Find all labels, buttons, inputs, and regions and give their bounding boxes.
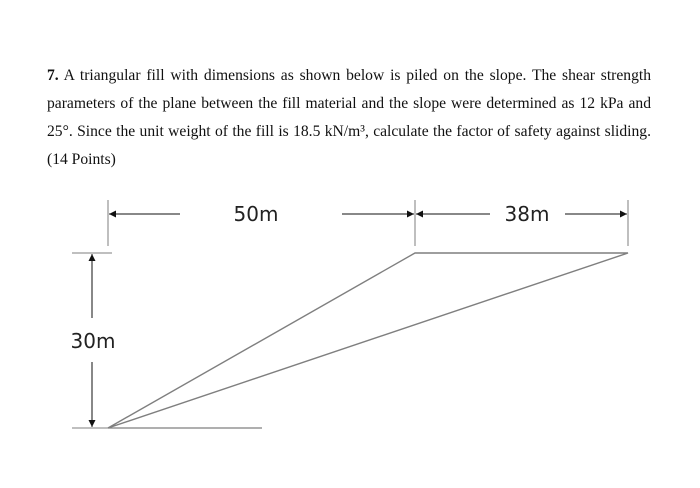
- dim-30m-label: 30m: [70, 329, 116, 353]
- problem-number: 7.: [47, 67, 59, 84]
- dim-50m-label: 50m: [233, 202, 279, 226]
- fill-triangle: [108, 253, 628, 428]
- problem-body: A triangular fill with dimensions as shown below is piled on the slope. The shear strength parameters of the plane between the fill material and the slope were determined as 12 kPa and 25°. Since the unit weight of the fill is 18.5 kN/m³, calculate the factor of safety against sliding. (14 Points): [47, 67, 651, 168]
- dim-38m-label: 38m: [504, 202, 550, 226]
